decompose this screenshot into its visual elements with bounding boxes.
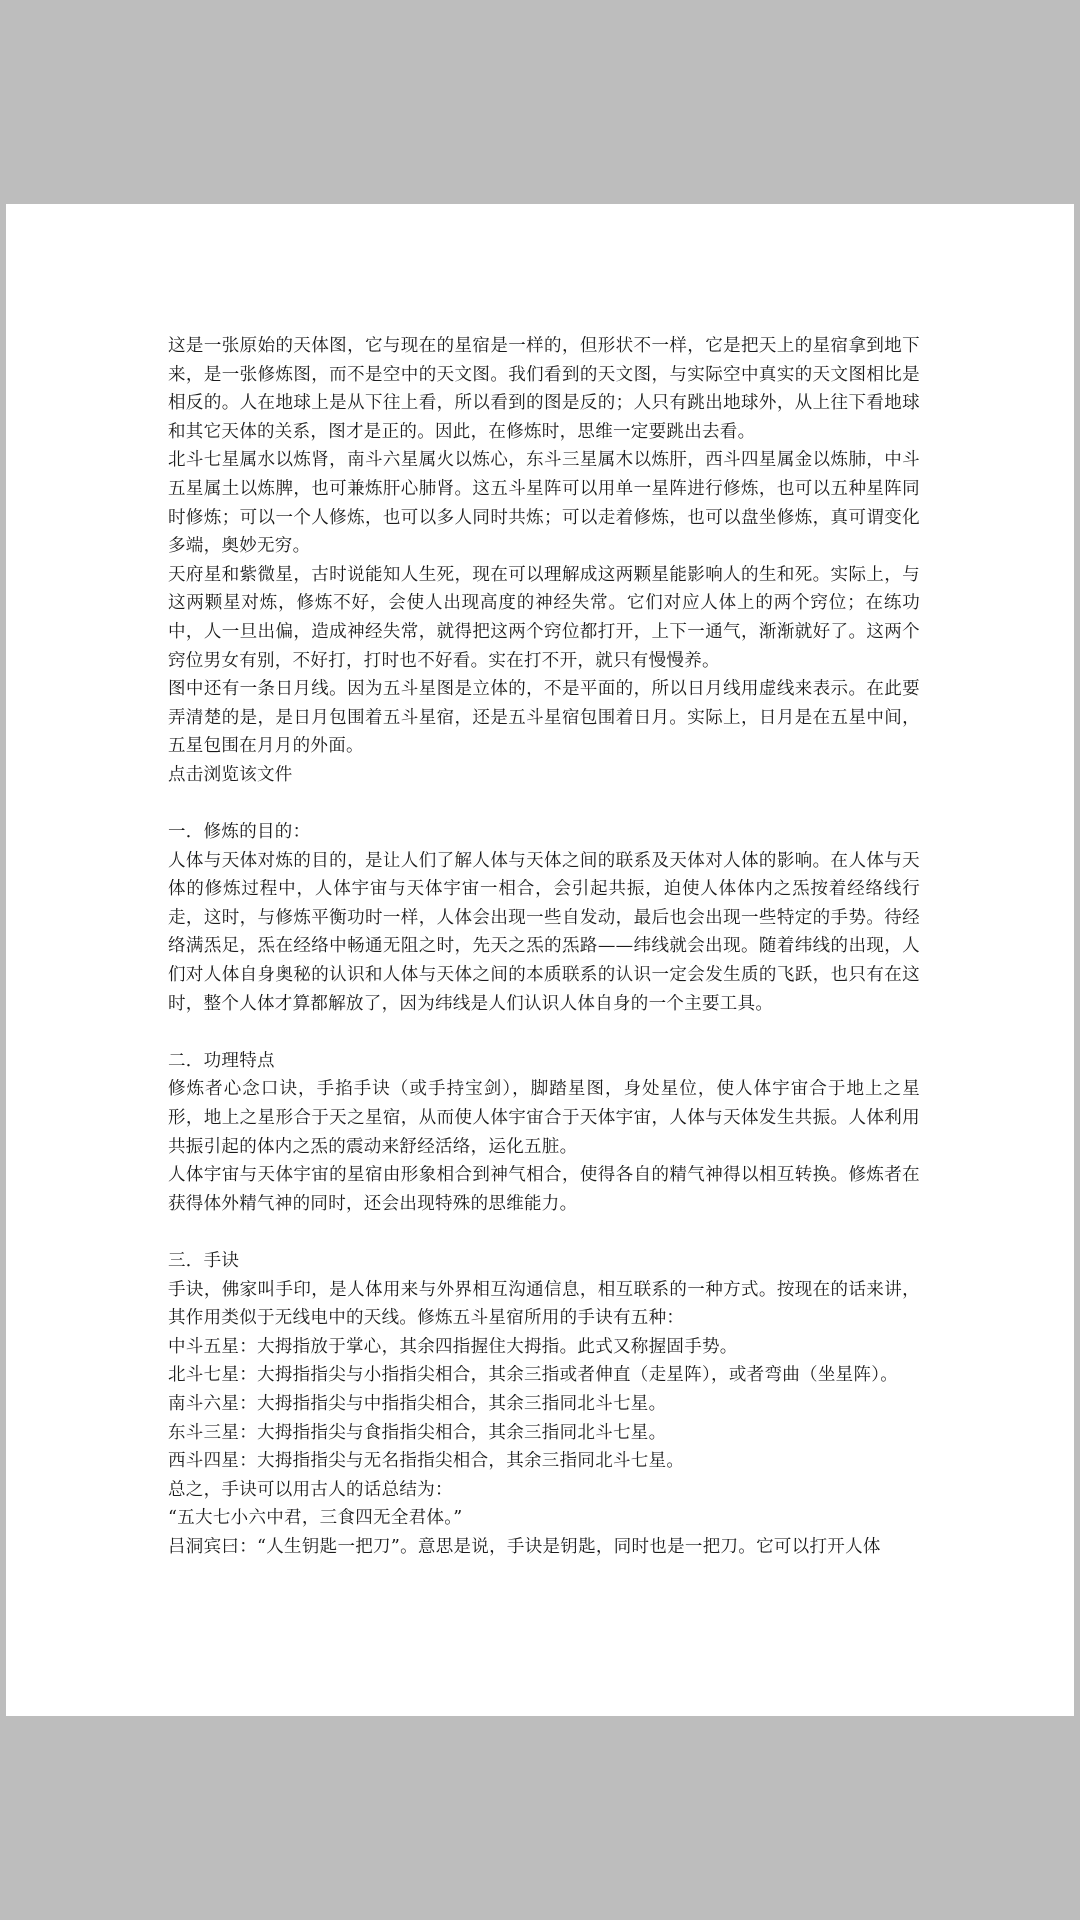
paragraph: 手诀，佛家叫手印，是人体用来与外界相互沟通信息，相互联系的一种方式。按现在的话来讲，其作用类似于无线电中的天线。修炼五斗星宿所用的手诀有五种： (168, 1279, 920, 1329)
paragraph: 西斗四星：大拇指指尖与无名指指尖相合，其余三指同北斗七星。 (168, 1451, 685, 1472)
paragraph: 一．修炼的目的： (168, 822, 311, 843)
document-body (168, 332, 920, 1562)
paragraph: 北斗七星属水以炼肾，南斗六星属火以炼心，东斗三星属木以炼肝，西斗四星属金以炼肺，中斗五星属土以炼脾，也可兼炼肝心肺肾。这五斗星阵可以用单一星阵进行修炼，也可以五种星阵同时修炼；可以一个人修炼，也可以多人同时共炼；可以走着修炼，也可以盘坐修炼，真可谓变化多端，奥妙无穷。 (168, 450, 920, 557)
paragraph: 中斗五星：大拇指放于掌心，其余四指握住大拇指。此式又称握固手势。 (168, 1336, 738, 1357)
blank-line (168, 1218, 920, 1247)
paragraph: 二．功理特点 (168, 1050, 275, 1071)
paragraph: 图中还有一条日月线。因为五斗星图是立体的，不是平面的，所以日月线用虚线来表示。在此要弄清楚的是，是日月包围着五斗星宿，还是五斗星宿包围着日月。实际上，日月是在五星中间，五星包围在月月的外面。 (168, 679, 920, 757)
view-file-link[interactable]: 点击浏览该文件 (168, 764, 293, 785)
blank-line (168, 790, 920, 819)
paragraph: 吕洞宾曰：“人生钥匙一把刀”。意思是说，手诀是钥匙，同时也是一把刀。它可以打开人体 (168, 1536, 881, 1557)
paragraph: “五大七小六中君，三食四无全君体。” (168, 1508, 463, 1529)
paragraph: 修炼者心念口诀，手掐手诀（或手持宝剑），脚踏星图，身处星位，使人体宇宙合于地上之星形，地上之星形合于天之星宿，从而使人体宇宙合于天体宇宙，人体与天体发生共振。人体利用共振引起的体内之炁的震动来舒经活络，运化五脏。 (168, 1079, 920, 1157)
paragraph: 天府星和紫微星，古时说能知人生死，现在可以理解成这两颗星能影响人的生和死。实际上，与这两颗星对炼，修炼不好，会使人出现高度的神经失常。它们对应人体上的两个窍位；在练功中，人一旦出偏，造成神经失常，就得把这两个窍位都打开，上下一通气，渐渐就好了。这两个窍位男女有别，不好打，打时也不好看。实在打不开，就只有慢慢养。 (168, 564, 920, 671)
paragraph: 南斗六星：大拇指指尖与中指指尖相合，其余三指同北斗七星。 (168, 1393, 667, 1414)
paragraph: 三．手诀 (168, 1251, 240, 1271)
document-page (6, 204, 1074, 1716)
blank-line (168, 1018, 920, 1047)
paragraph: 人体与天体对炼的目的，是让人们了解人体与天体之间的联系及天体对人体的影响。在人体与天体的修炼过程中，人体宇宙与天体宇宙一相合，会引起共振，迫使人体体内之炁按着经络线行走，这时，与修炼平衡功时一样，人体会出现一些自发动，最后也会出现一些特定的手势。待经络满炁足，炁在经络中畅通无阻之时，先天之炁的炁路——纬线就会出现。随着纬线的出现，人们对人体自身奥秘的认识和人体与天体之间的本质联系的认识一定会发生质的飞跃，也只有在这时，整个人体才算都解放了，因为纬线是人们认识人体自身的一个主要工具。 (168, 850, 920, 1014)
paragraph: 总之，手诀可以用古人的话总结为： (168, 1479, 453, 1500)
paragraph: 人体宇宙与天体宇宙的星宿由形象相合到神气相合，使得各自的精气神得以相互转换。修炼者在获得体外精气神的同时，还会出现特殊的思维能力。 (168, 1165, 920, 1214)
paragraph: 东斗三星：大拇指指尖与食指指尖相合，其余三指同北斗七星。 (168, 1422, 667, 1443)
paragraph: 这是一张原始的天体图，它与现在的星宿是一样的，但形状不一样，它是把天上的星宿拿到地下来，是一张修炼图，而不是空中的天文图。我们看到的天文图，与实际空中真实的天文图相比是相反的。人在地球上是从下往上看，所以看到的图是反的；人只有跳出地球外，从上往下看地球和其它天体的关系，图才是正的。因此，在修炼时，思维一定要跳出去看。 (168, 336, 920, 442)
paragraph: 北斗七星：大拇指指尖与小指指尖相合，其余三指或者伸直（走星阵），或者弯曲（坐星阵）。 (168, 1365, 899, 1386)
